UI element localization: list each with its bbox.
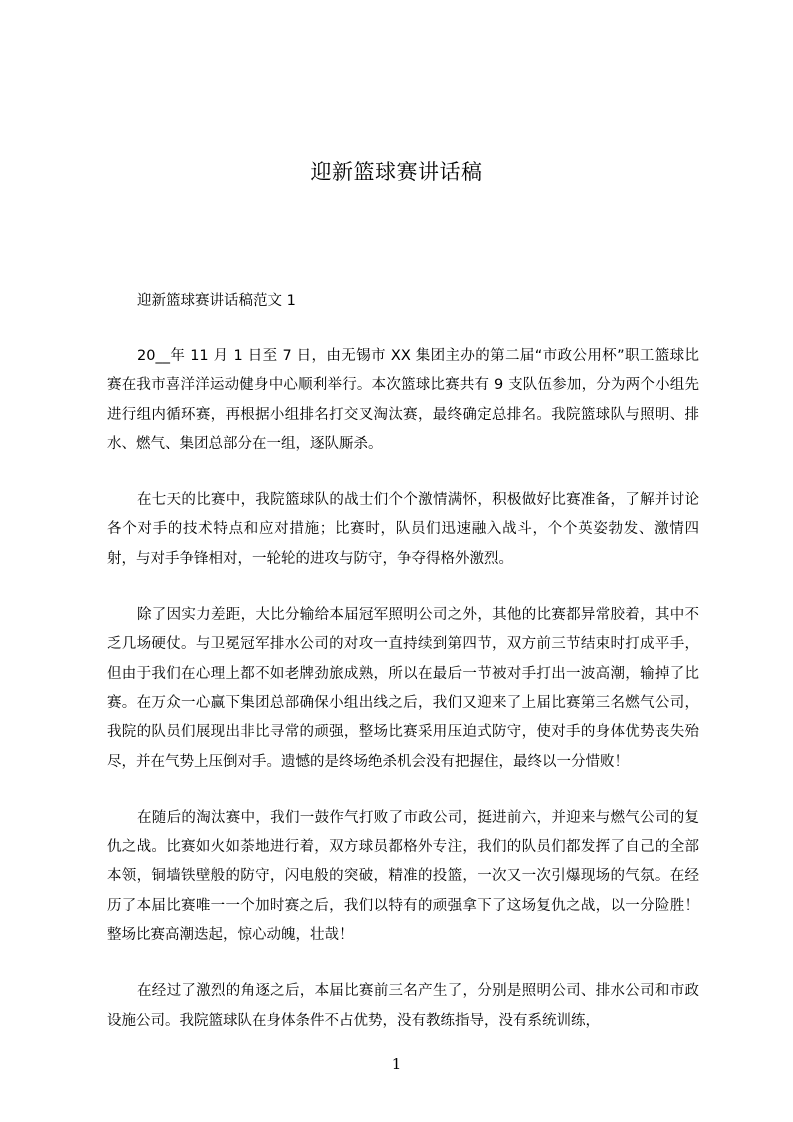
document-title: 迎新篮球赛讲话稿 — [310, 160, 483, 185]
paragraph-2: 在七天的比赛中，我院篮球队的战士们个个激情满怀，积极做好比赛准备，了解并讨论各个对手的技术特点和应对措施；比赛时，队员们迅速融入战斗，个个英姿勃发、激情四射，与对手争锋相对，一轮轮的进攻与防守，争夺得格外激烈。 — [107, 492, 699, 567]
paragraph-1: 20__年 11 月 1 日至 7 日，由无锡市 XX 集团主办的第二届“市政公用杯”职工篮球比赛在我市喜洋洋运动健身中心顺利举行。本次篮球比赛共有 9 支队伍参加，分为两个小组先进行组内循环赛，再根据小组排名打交叉淘汰赛，最终确定总排名。我院篮球队与照明、排水、燃气、集团总部分在一组，逐队厮杀。 — [107, 348, 699, 452]
page-number: 1 — [391, 1055, 402, 1073]
document-body — [107, 287, 699, 1036]
section-subtitle: 迎新篮球赛讲话稿范文 1 — [137, 293, 296, 309]
paragraph-3: 除了因实力差距，大比分输给本届冠军照明公司之外，其他的比赛都异常胶着，其中不乏几场硬仗。与卫冕冠军排水公司的对攻一直持续到第四节，双方前三节结束时打成平手，但由于我们在心理上都不如老牌劲旅成熟，所以在最后一节被对手打出一波高潮，输掉了比赛。在万众一心赢下集团总部确保小组出线之后，我们又迎来了上届比赛第三名燃气公司，我院的队员们展现出非比寻常的顽强，整场比赛采用压迫式防守，使对手的身体优势丧失殆尽，并在气势上压倒对手。遗憾的是终场绝杀机会没有把握住，最终以一分惜败！ — [107, 607, 699, 770]
paragraph-5: 在经过了激烈的角逐之后，本届比赛前三名产生了，分别是照明公司、排水公司和市政设施公司。我院篮球队在身体条件不占优势，没有教练指导，没有系统训练， — [107, 983, 699, 1029]
paragraph-4: 在随后的淘汰赛中，我们一鼓作气打败了市政公司，挺进前六，并迎来与燃气公司的复仇之战。比赛如火如荼地进行着，双方球员都格外专注，我们的队员们都发挥了自己的全部本领，铜墙铁壁般的防守，闪电般的突破，精准的投篮，一次又一次引爆现场的气氛。在经历了本届比赛唯一一个加时赛之后，我们以特有的顽强拿下了这场复仇之战，以一分险胜！整场比赛高潮迭起，惊心动魄，壮哉！ — [107, 809, 699, 944]
